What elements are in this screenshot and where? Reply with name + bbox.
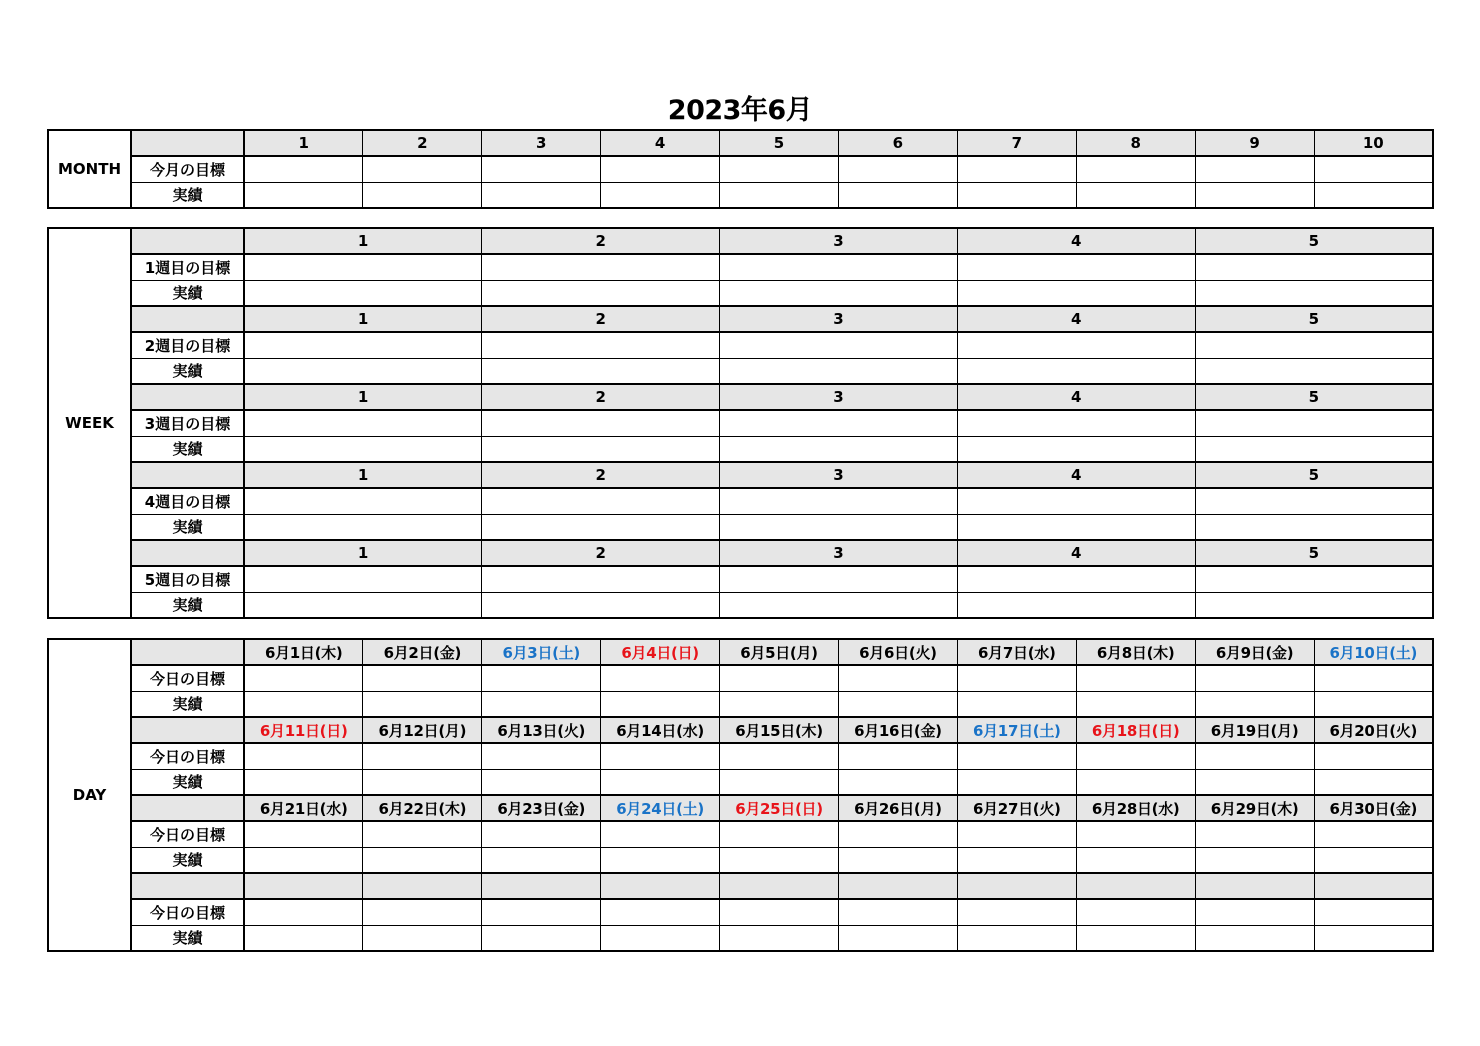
entry-cell[interactable] (244, 156, 363, 182)
week-column-header: 2 (482, 384, 720, 410)
entry-cell[interactable] (601, 899, 720, 925)
entry-cell[interactable] (482, 769, 601, 795)
entry-cell[interactable] (601, 743, 720, 769)
entry-cell[interactable] (482, 514, 720, 540)
entry-cell[interactable] (838, 665, 957, 691)
week-column-header: 1 (244, 540, 482, 566)
month-header-row (48, 130, 1433, 156)
row-label: 1週目の目標 (131, 254, 244, 280)
entry-cell[interactable] (720, 514, 958, 540)
entry-cell[interactable] (244, 769, 363, 795)
entry-cell[interactable] (482, 358, 720, 384)
entry-cell[interactable] (838, 899, 957, 925)
entry-cell[interactable] (957, 925, 1076, 951)
day-result-row (48, 691, 1433, 717)
month-goal-row (48, 156, 1433, 182)
entry-cell[interactable] (1314, 743, 1433, 769)
week-column-header: 3 (720, 540, 958, 566)
month-column-header: 3 (482, 130, 601, 156)
date-header: 6月20日(火) (1314, 717, 1433, 743)
entry-cell[interactable] (720, 925, 839, 951)
entry-cell[interactable] (720, 821, 839, 847)
entry-cell[interactable] (1076, 769, 1195, 795)
entry-cell[interactable] (482, 332, 720, 358)
entry-cell[interactable] (363, 182, 482, 208)
date-header (1314, 873, 1433, 899)
entry-cell[interactable] (1195, 254, 1433, 280)
entry-cell[interactable] (244, 899, 363, 925)
entry-cell[interactable] (957, 332, 1195, 358)
row-label: 今日の目標 (131, 743, 244, 769)
entry-cell[interactable] (1195, 182, 1314, 208)
entry-cell[interactable] (244, 514, 482, 540)
entry-cell[interactable] (1076, 156, 1195, 182)
entry-cell[interactable] (601, 769, 720, 795)
row-label: 5週目の目標 (131, 566, 244, 592)
entry-cell[interactable] (720, 436, 958, 462)
date-header: 6月15日(木) (720, 717, 839, 743)
day-header-row (48, 639, 1433, 665)
entry-cell[interactable] (244, 358, 482, 384)
day-result-row (48, 925, 1433, 951)
date-header: 6月27日(火) (957, 795, 1076, 821)
header-label-cell (131, 717, 244, 743)
entry-cell[interactable] (363, 925, 482, 951)
entry-cell[interactable] (1076, 182, 1195, 208)
entry-cell[interactable] (1195, 769, 1314, 795)
entry-cell[interactable] (1314, 769, 1433, 795)
entry-cell[interactable] (363, 665, 482, 691)
entry-cell[interactable] (1195, 847, 1314, 873)
entry-cell[interactable] (601, 821, 720, 847)
row-label: 実績 (131, 514, 244, 540)
entry-cell[interactable] (720, 488, 958, 514)
header-label-cell (131, 639, 244, 665)
entry-cell[interactable] (957, 665, 1076, 691)
row-label: 今日の目標 (131, 899, 244, 925)
month-column-header: 7 (957, 130, 1076, 156)
date-header: 6月23日(金) (482, 795, 601, 821)
entry-cell[interactable] (1195, 156, 1314, 182)
header-label-cell (131, 130, 244, 156)
entry-cell[interactable] (601, 182, 720, 208)
week-result-row (48, 280, 1433, 306)
entry-cell[interactable] (1195, 488, 1433, 514)
entry-cell[interactable] (720, 280, 958, 306)
entry-cell[interactable] (838, 743, 957, 769)
entry-cell[interactable] (244, 254, 482, 280)
week-column-header: 4 (957, 384, 1195, 410)
week-column-header: 3 (720, 228, 958, 254)
entry-cell[interactable] (482, 410, 720, 436)
date-header: 6月24日(土) (601, 795, 720, 821)
date-header: 6月29日(木) (1195, 795, 1314, 821)
entry-cell[interactable] (720, 665, 839, 691)
date-header: 6月12日(月) (363, 717, 482, 743)
entry-cell[interactable] (601, 156, 720, 182)
date-header: 6月7日(水) (957, 639, 1076, 665)
entry-cell[interactable] (244, 332, 482, 358)
entry-cell[interactable] (482, 592, 720, 618)
date-header: 6月10日(土) (1314, 639, 1433, 665)
entry-cell[interactable] (601, 925, 720, 951)
entry-cell[interactable] (957, 436, 1195, 462)
date-header (482, 873, 601, 899)
row-label: 実績 (131, 847, 244, 873)
entry-cell[interactable] (244, 566, 482, 592)
date-header: 6月28日(水) (1076, 795, 1195, 821)
entry-cell[interactable] (838, 182, 957, 208)
entry-cell[interactable] (1076, 847, 1195, 873)
entry-cell[interactable] (244, 847, 363, 873)
entry-cell[interactable] (1195, 358, 1433, 384)
row-label: 実績 (131, 925, 244, 951)
entry-cell[interactable] (244, 182, 363, 208)
entry-cell[interactable] (838, 925, 957, 951)
entry-cell[interactable] (838, 769, 957, 795)
day-header-row (48, 717, 1433, 743)
entry-cell[interactable] (957, 743, 1076, 769)
entry-cell[interactable] (838, 847, 957, 873)
date-header: 6月6日(火) (838, 639, 957, 665)
entry-cell[interactable] (1195, 821, 1314, 847)
date-header: 6月18日(日) (1076, 717, 1195, 743)
date-header: 6月22日(木) (363, 795, 482, 821)
entry-cell[interactable] (363, 156, 482, 182)
date-header: 6月16日(金) (838, 717, 957, 743)
row-label: 実績 (131, 280, 244, 306)
entry-cell[interactable] (1195, 514, 1433, 540)
entry-cell[interactable] (1195, 566, 1433, 592)
entry-cell[interactable] (244, 821, 363, 847)
entry-cell[interactable] (957, 280, 1195, 306)
entry-cell[interactable] (601, 847, 720, 873)
row-label: 今日の目標 (131, 665, 244, 691)
entry-cell[interactable] (1076, 899, 1195, 925)
entry-cell[interactable] (838, 691, 957, 717)
entry-cell[interactable] (720, 847, 839, 873)
entry-cell[interactable] (601, 665, 720, 691)
entry-cell[interactable] (1195, 899, 1314, 925)
week-goal-row (48, 488, 1433, 514)
date-header (720, 873, 839, 899)
entry-cell[interactable] (720, 769, 839, 795)
month-column-header: 4 (601, 130, 720, 156)
date-header: 6月14日(水) (601, 717, 720, 743)
entry-cell[interactable] (363, 769, 482, 795)
row-label: 3週目の目標 (131, 410, 244, 436)
date-header (1076, 873, 1195, 899)
week-column-header: 1 (244, 462, 482, 488)
week-header-row (48, 228, 1433, 254)
entry-cell[interactable] (244, 410, 482, 436)
header-label-cell (131, 540, 244, 566)
entry-cell[interactable] (720, 743, 839, 769)
entry-cell[interactable] (1314, 821, 1433, 847)
week-column-header: 3 (720, 306, 958, 332)
row-label: 実績 (131, 592, 244, 618)
row-label: 実績 (131, 691, 244, 717)
month-column-header: 6 (838, 130, 957, 156)
entry-cell[interactable] (1195, 743, 1314, 769)
entry-cell[interactable] (244, 592, 482, 618)
week-result-row (48, 436, 1433, 462)
entry-cell[interactable] (1076, 925, 1195, 951)
entry-cell[interactable] (482, 743, 601, 769)
entry-cell[interactable] (1195, 592, 1433, 618)
week-header-row (48, 384, 1433, 410)
entry-cell[interactable] (363, 821, 482, 847)
entry-cell[interactable] (957, 514, 1195, 540)
week-table (47, 227, 1434, 619)
entry-cell[interactable] (1076, 665, 1195, 691)
month-table (47, 129, 1434, 209)
week-column-header: 5 (1195, 228, 1433, 254)
page-title: 2023年6月 (667, 95, 813, 126)
week-column-header: 5 (1195, 462, 1433, 488)
week-header-row (48, 540, 1433, 566)
entry-cell[interactable] (838, 821, 957, 847)
entry-cell[interactable] (957, 358, 1195, 384)
row-label: 実績 (131, 436, 244, 462)
week-column-header: 1 (244, 306, 482, 332)
entry-cell[interactable] (482, 280, 720, 306)
header-label-cell (131, 384, 244, 410)
entry-cell[interactable] (363, 691, 482, 717)
day-goal-row (48, 899, 1433, 925)
day-result-row (48, 847, 1433, 873)
entry-cell[interactable] (720, 182, 839, 208)
week-header-row (48, 306, 1433, 332)
entry-cell[interactable] (1314, 182, 1433, 208)
week-column-header: 4 (957, 306, 1195, 332)
entry-cell[interactable] (482, 436, 720, 462)
entry-cell[interactable] (1314, 156, 1433, 182)
header-label-cell (131, 873, 244, 899)
date-header: 6月8日(木) (1076, 639, 1195, 665)
day-goal-row (48, 665, 1433, 691)
entry-cell[interactable] (1195, 925, 1314, 951)
entry-cell[interactable] (1076, 821, 1195, 847)
row-label: 実績 (131, 182, 244, 208)
month-result-row (48, 182, 1433, 208)
entry-cell[interactable] (957, 769, 1076, 795)
week-column-header: 3 (720, 462, 958, 488)
entry-cell[interactable] (1314, 665, 1433, 691)
entry-cell[interactable] (482, 566, 720, 592)
day-goal-row (48, 743, 1433, 769)
week-result-row (48, 358, 1433, 384)
month-column-header: 8 (1076, 130, 1195, 156)
entry-cell[interactable] (244, 488, 482, 514)
date-header: 6月11日(日) (244, 717, 363, 743)
entry-cell[interactable] (957, 488, 1195, 514)
entry-cell[interactable] (482, 691, 601, 717)
entry-cell[interactable] (1195, 332, 1433, 358)
entry-cell[interactable] (720, 566, 958, 592)
date-header (957, 873, 1076, 899)
entry-cell[interactable] (1195, 280, 1433, 306)
week-column-header: 5 (1195, 306, 1433, 332)
entry-cell[interactable] (482, 665, 601, 691)
week-result-row (48, 514, 1433, 540)
month-section-label: MONTH (48, 130, 131, 208)
date-header: 6月19日(月) (1195, 717, 1314, 743)
entry-cell[interactable] (244, 436, 482, 462)
entry-cell[interactable] (957, 847, 1076, 873)
entry-cell[interactable] (482, 925, 601, 951)
entry-cell[interactable] (720, 156, 839, 182)
date-header: 6月13日(火) (482, 717, 601, 743)
date-header: 6月21日(水) (244, 795, 363, 821)
month-column-header: 5 (720, 130, 839, 156)
week-section-label: WEEK (48, 228, 131, 618)
day-section-label: DAY (48, 639, 131, 951)
entry-cell[interactable] (1314, 847, 1433, 873)
date-header (1195, 873, 1314, 899)
entry-cell[interactable] (1195, 691, 1314, 717)
week-column-header: 2 (482, 540, 720, 566)
date-header (601, 873, 720, 899)
entry-cell[interactable] (1314, 899, 1433, 925)
date-header: 6月5日(月) (720, 639, 839, 665)
week-goal-row (48, 410, 1433, 436)
date-header: 6月26日(月) (838, 795, 957, 821)
week-column-header: 4 (957, 540, 1195, 566)
entry-cell[interactable] (1314, 925, 1433, 951)
week-result-row (48, 592, 1433, 618)
day-header-row (48, 795, 1433, 821)
week-header-row (48, 462, 1433, 488)
date-header (838, 873, 957, 899)
week-column-header: 3 (720, 384, 958, 410)
week-column-header: 2 (482, 228, 720, 254)
entry-cell[interactable] (1195, 410, 1433, 436)
row-label: 今日の目標 (131, 821, 244, 847)
entry-cell[interactable] (1195, 436, 1433, 462)
week-column-header: 4 (957, 228, 1195, 254)
entry-cell[interactable] (957, 592, 1195, 618)
entry-cell[interactable] (957, 821, 1076, 847)
entry-cell[interactable] (244, 691, 363, 717)
header-label-cell (131, 306, 244, 332)
date-header: 6月30日(金) (1314, 795, 1433, 821)
entry-cell[interactable] (720, 691, 839, 717)
entry-cell[interactable] (720, 358, 958, 384)
entry-cell[interactable] (244, 280, 482, 306)
week-column-header: 4 (957, 462, 1195, 488)
header-label-cell (131, 795, 244, 821)
entry-cell[interactable] (957, 156, 1076, 182)
date-header: 6月25日(日) (720, 795, 839, 821)
entry-cell[interactable] (720, 899, 839, 925)
entry-cell[interactable] (838, 156, 957, 182)
entry-cell[interactable] (601, 691, 720, 717)
entry-cell[interactable] (244, 925, 363, 951)
entry-cell[interactable] (244, 665, 363, 691)
entry-cell[interactable] (482, 254, 720, 280)
date-header: 6月3日(土) (482, 639, 601, 665)
row-label: 実績 (131, 769, 244, 795)
month-column-header: 9 (1195, 130, 1314, 156)
week-column-header: 2 (482, 462, 720, 488)
day-table (47, 638, 1434, 952)
day-result-row (48, 769, 1433, 795)
entry-cell[interactable] (482, 156, 601, 182)
day-goal-row (48, 821, 1433, 847)
date-header: 6月2日(金) (363, 639, 482, 665)
entry-cell[interactable] (482, 899, 601, 925)
entry-cell[interactable] (957, 182, 1076, 208)
entry-cell[interactable] (482, 488, 720, 514)
entry-cell[interactable] (720, 410, 958, 436)
row-label: 4週目の目標 (131, 488, 244, 514)
month-column-header: 1 (244, 130, 363, 156)
entry-cell[interactable] (720, 332, 958, 358)
week-goal-row (48, 566, 1433, 592)
entry-cell[interactable] (482, 847, 601, 873)
entry-cell[interactable] (1314, 691, 1433, 717)
header-label-cell (131, 228, 244, 254)
day-header-row (48, 873, 1433, 899)
entry-cell[interactable] (363, 847, 482, 873)
date-header: 6月17日(土) (957, 717, 1076, 743)
week-column-header: 5 (1195, 540, 1433, 566)
entry-cell[interactable] (482, 182, 601, 208)
date-header: 6月1日(木) (244, 639, 363, 665)
week-column-header: 5 (1195, 384, 1433, 410)
row-label: 2週目の目標 (131, 332, 244, 358)
date-header (244, 873, 363, 899)
week-column-header: 1 (244, 228, 482, 254)
entry-cell[interactable] (957, 410, 1195, 436)
date-header: 6月9日(金) (1195, 639, 1314, 665)
entry-cell[interactable] (1076, 691, 1195, 717)
entry-cell[interactable] (363, 899, 482, 925)
entry-cell[interactable] (1076, 743, 1195, 769)
entry-cell[interactable] (244, 743, 363, 769)
header-label-cell (131, 462, 244, 488)
month-column-header: 2 (363, 130, 482, 156)
week-column-header: 2 (482, 306, 720, 332)
month-column-header: 10 (1314, 130, 1433, 156)
entry-cell[interactable] (957, 566, 1195, 592)
entry-cell[interactable] (720, 592, 958, 618)
entry-cell[interactable] (482, 821, 601, 847)
entry-cell[interactable] (720, 254, 958, 280)
row-label: 今月の目標 (131, 156, 244, 182)
week-column-header: 1 (244, 384, 482, 410)
entry-cell[interactable] (957, 691, 1076, 717)
entry-cell[interactable] (363, 743, 482, 769)
entry-cell[interactable] (957, 254, 1195, 280)
row-label: 実績 (131, 358, 244, 384)
date-header (363, 873, 482, 899)
week-goal-row (48, 332, 1433, 358)
week-goal-row (48, 254, 1433, 280)
entry-cell[interactable] (957, 899, 1076, 925)
date-header: 6月4日(日) (601, 639, 720, 665)
entry-cell[interactable] (1195, 665, 1314, 691)
